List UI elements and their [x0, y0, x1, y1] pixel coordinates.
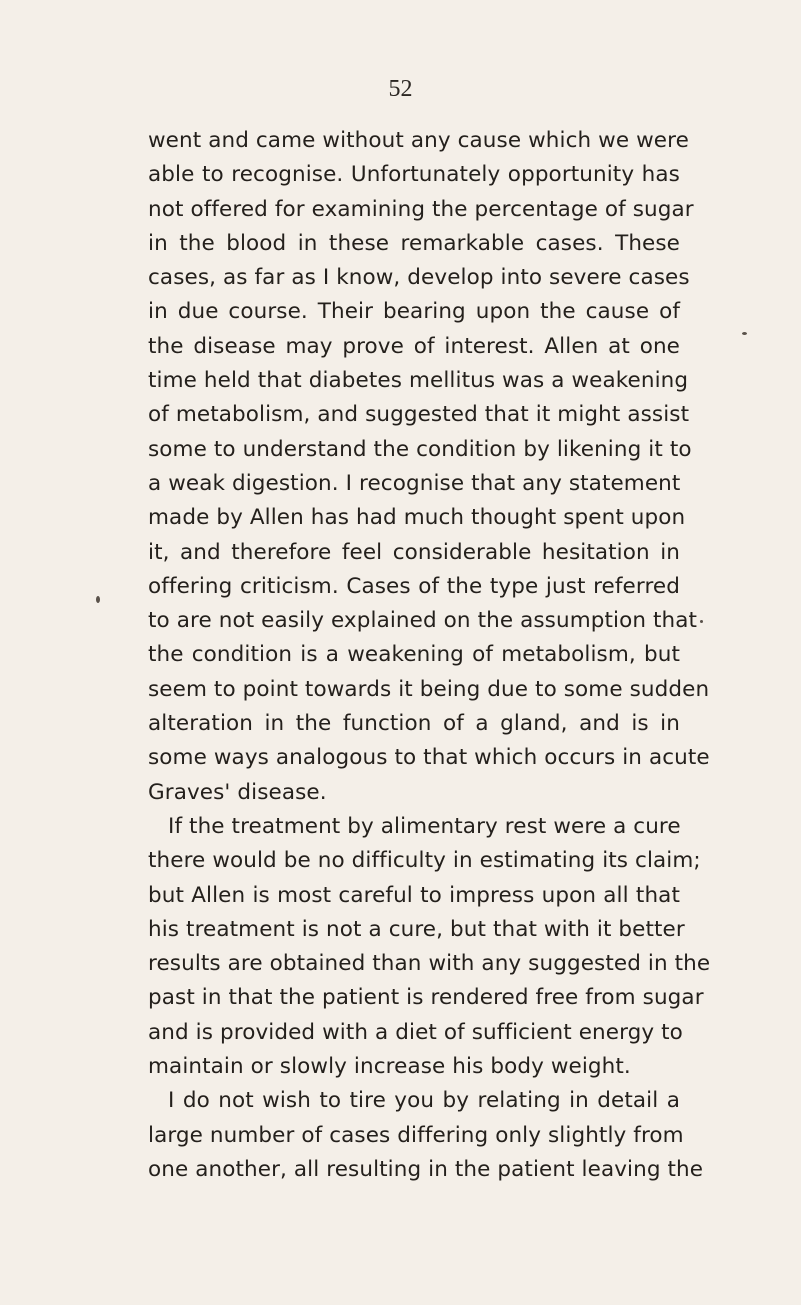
text-line: large number of cases differing only slightly from — [148, 1122, 684, 1148]
text-line: to are not easily explained on the assumption that — [148, 608, 698, 634]
text-line: not offered for examining the percentage of sugar — [148, 196, 694, 222]
text-line: went and came without any cause which we were — [148, 128, 689, 153]
text-line: some ways analogous to that which occurs in acute — [148, 745, 710, 771]
text-line: and is provided with a diet of sufficient energy to — [148, 1019, 683, 1045]
text-line: there would be no difficulty in estimating its claim; — [148, 848, 701, 874]
text-line: of metabolism, and suggested that it might assist — [148, 402, 690, 428]
text-line: maintain or slowly increase his body weight. — [148, 1054, 631, 1080]
text-line: his treatment is not a cure, but that with it better — [148, 916, 685, 942]
text-line: Graves' disease. — [148, 779, 327, 805]
text-line: a weak digestion. I recognise that any statement — [148, 470, 681, 496]
text-line: made by Allen has had much thought spent upon — [148, 505, 686, 531]
text-line: some to understand the condition by likening it to — [148, 436, 692, 462]
text-line: the disease may prove of interest. Allen at one — [148, 333, 680, 359]
paragraph-1 — [148, 124, 710, 810]
text-line: the condition is a weakening of metabolism, but — [148, 642, 680, 668]
text-line: offering criticism. Cases of the type just referred — [148, 573, 680, 599]
paper-speck — [700, 620, 703, 623]
paragraph-2 — [148, 810, 711, 1084]
text-line: in the blood in these remarkable cases. These — [148, 230, 680, 256]
text-line: results are obtained than with any suggested in the — [148, 951, 711, 977]
text-line: it, and therefore feel considerable hesitation in — [148, 539, 680, 565]
text-line: time held that diabetes mellitus was a weakening — [148, 368, 689, 394]
text-line: If the treatment by alimentary rest were a cure — [168, 813, 681, 839]
paper-speck — [96, 596, 100, 603]
text-line: but Allen is most careful to impress upon all that — [148, 882, 680, 908]
text-line: alteration in the function of a gland, and is in — [148, 711, 680, 737]
text-line: one another, all resulting in the patient leaving the — [148, 1156, 704, 1182]
paragraph-3 — [148, 1084, 704, 1187]
text-line: past in that the patient is rendered free from sugar — [148, 985, 704, 1011]
text-line: I do not wish to tire you by relating in detail a — [168, 1088, 680, 1114]
page-number: 52 — [388, 76, 413, 102]
text-line: in due course. Their bearing upon the cause of — [148, 299, 680, 325]
text-line: seem to point towards it being due to some sudden — [148, 676, 710, 702]
text-line: able to recognise. Unfortunately opportunity has — [148, 162, 680, 188]
text-line: cases, as far as I know, develop into severe cases — [148, 265, 690, 291]
body-text — [148, 124, 711, 1187]
paper-speck — [742, 332, 747, 335]
